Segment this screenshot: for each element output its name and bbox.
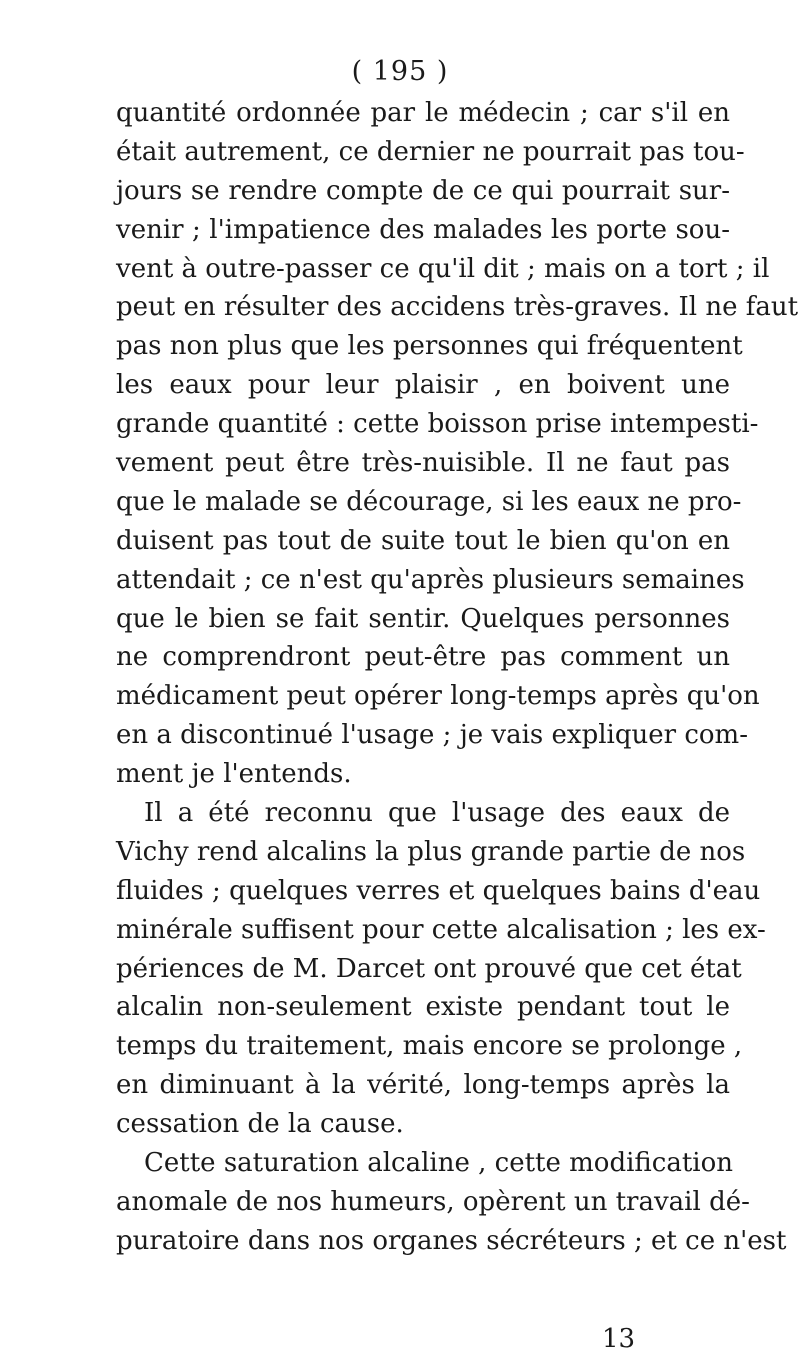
signature-mark: 13: [602, 1324, 636, 1354]
text-line: minérale suffisent pour cette alcalisation ; les ex-: [116, 914, 766, 945]
text-line: duisent pas tout de suite tout le bien qu'on en: [116, 525, 730, 556]
text-line: était autrement, ce dernier ne pourrait pas tou-: [116, 136, 745, 167]
text-line: vent à outre-passer ce qu'il dit ; mais on a tort ; il: [116, 253, 770, 284]
text-line: alcalin non-seulement existe pendant tout le: [116, 992, 730, 1023]
text-line: Il a été reconnu que l'usage des eaux de: [144, 798, 730, 829]
text-line: les eaux pour leur plaisir , en boivent une: [116, 370, 730, 401]
text-line: grande quantité : cette boisson prise intempesti-: [116, 409, 759, 440]
text-line: que le malade se décourage, si les eaux ne pro-: [116, 486, 742, 517]
text-line: en diminuant à la vérité, long-temps après la: [116, 1070, 730, 1101]
text-line: peut en résulter des accidens très-graves. Il ne faut: [116, 292, 799, 323]
text-line: attendait ; ce n'est qu'après plusieurs semaines: [116, 564, 745, 595]
text-line: quantité ordonnée par le médecin ; car s'il en: [116, 98, 730, 128]
text-line: Vichy rend alcalins la plus grande partie de nos: [116, 836, 746, 867]
text-line: puratoire dans nos organes sécréteurs ; et ce n'est: [116, 1225, 787, 1256]
text-line: ne comprendront peut-être pas comment un: [116, 642, 730, 673]
text-line: Cette saturation alcaline , cette modification: [144, 1148, 733, 1179]
text-line: périences de M. Darcet ont prouvé que cet état: [116, 953, 742, 984]
text-line: en a discontinué l'usage ; je vais expliquer com-: [116, 720, 748, 751]
body-text: [116, 94, 799, 1261]
text-line: fluides ; quelques verres et quelques bains d'eau: [116, 875, 761, 906]
text-line: venir ; l'impatience des malades les porte sou-: [116, 214, 730, 245]
page-number: ( 195 ): [351, 56, 449, 87]
text-line: anomale de nos humeurs, opèrent un travail dé-: [116, 1186, 750, 1217]
text-line: temps du traitement, mais encore se prolonge ,: [116, 1031, 743, 1062]
text-line: médicament peut opérer long-temps après qu'on: [116, 681, 760, 712]
text-line: cessation de la cause.: [116, 1109, 404, 1140]
text-line: jours se rendre compte de ce qui pourrait sur-: [116, 175, 730, 206]
text-line: pas non plus que les personnes qui fréquentent: [116, 331, 743, 362]
text-line: ment je l'entends.: [116, 759, 352, 790]
text-line: vement peut être très-nuisible. Il ne faut pas: [116, 448, 730, 479]
text-line: que le bien se fait sentir. Quelques personnes: [116, 603, 730, 634]
